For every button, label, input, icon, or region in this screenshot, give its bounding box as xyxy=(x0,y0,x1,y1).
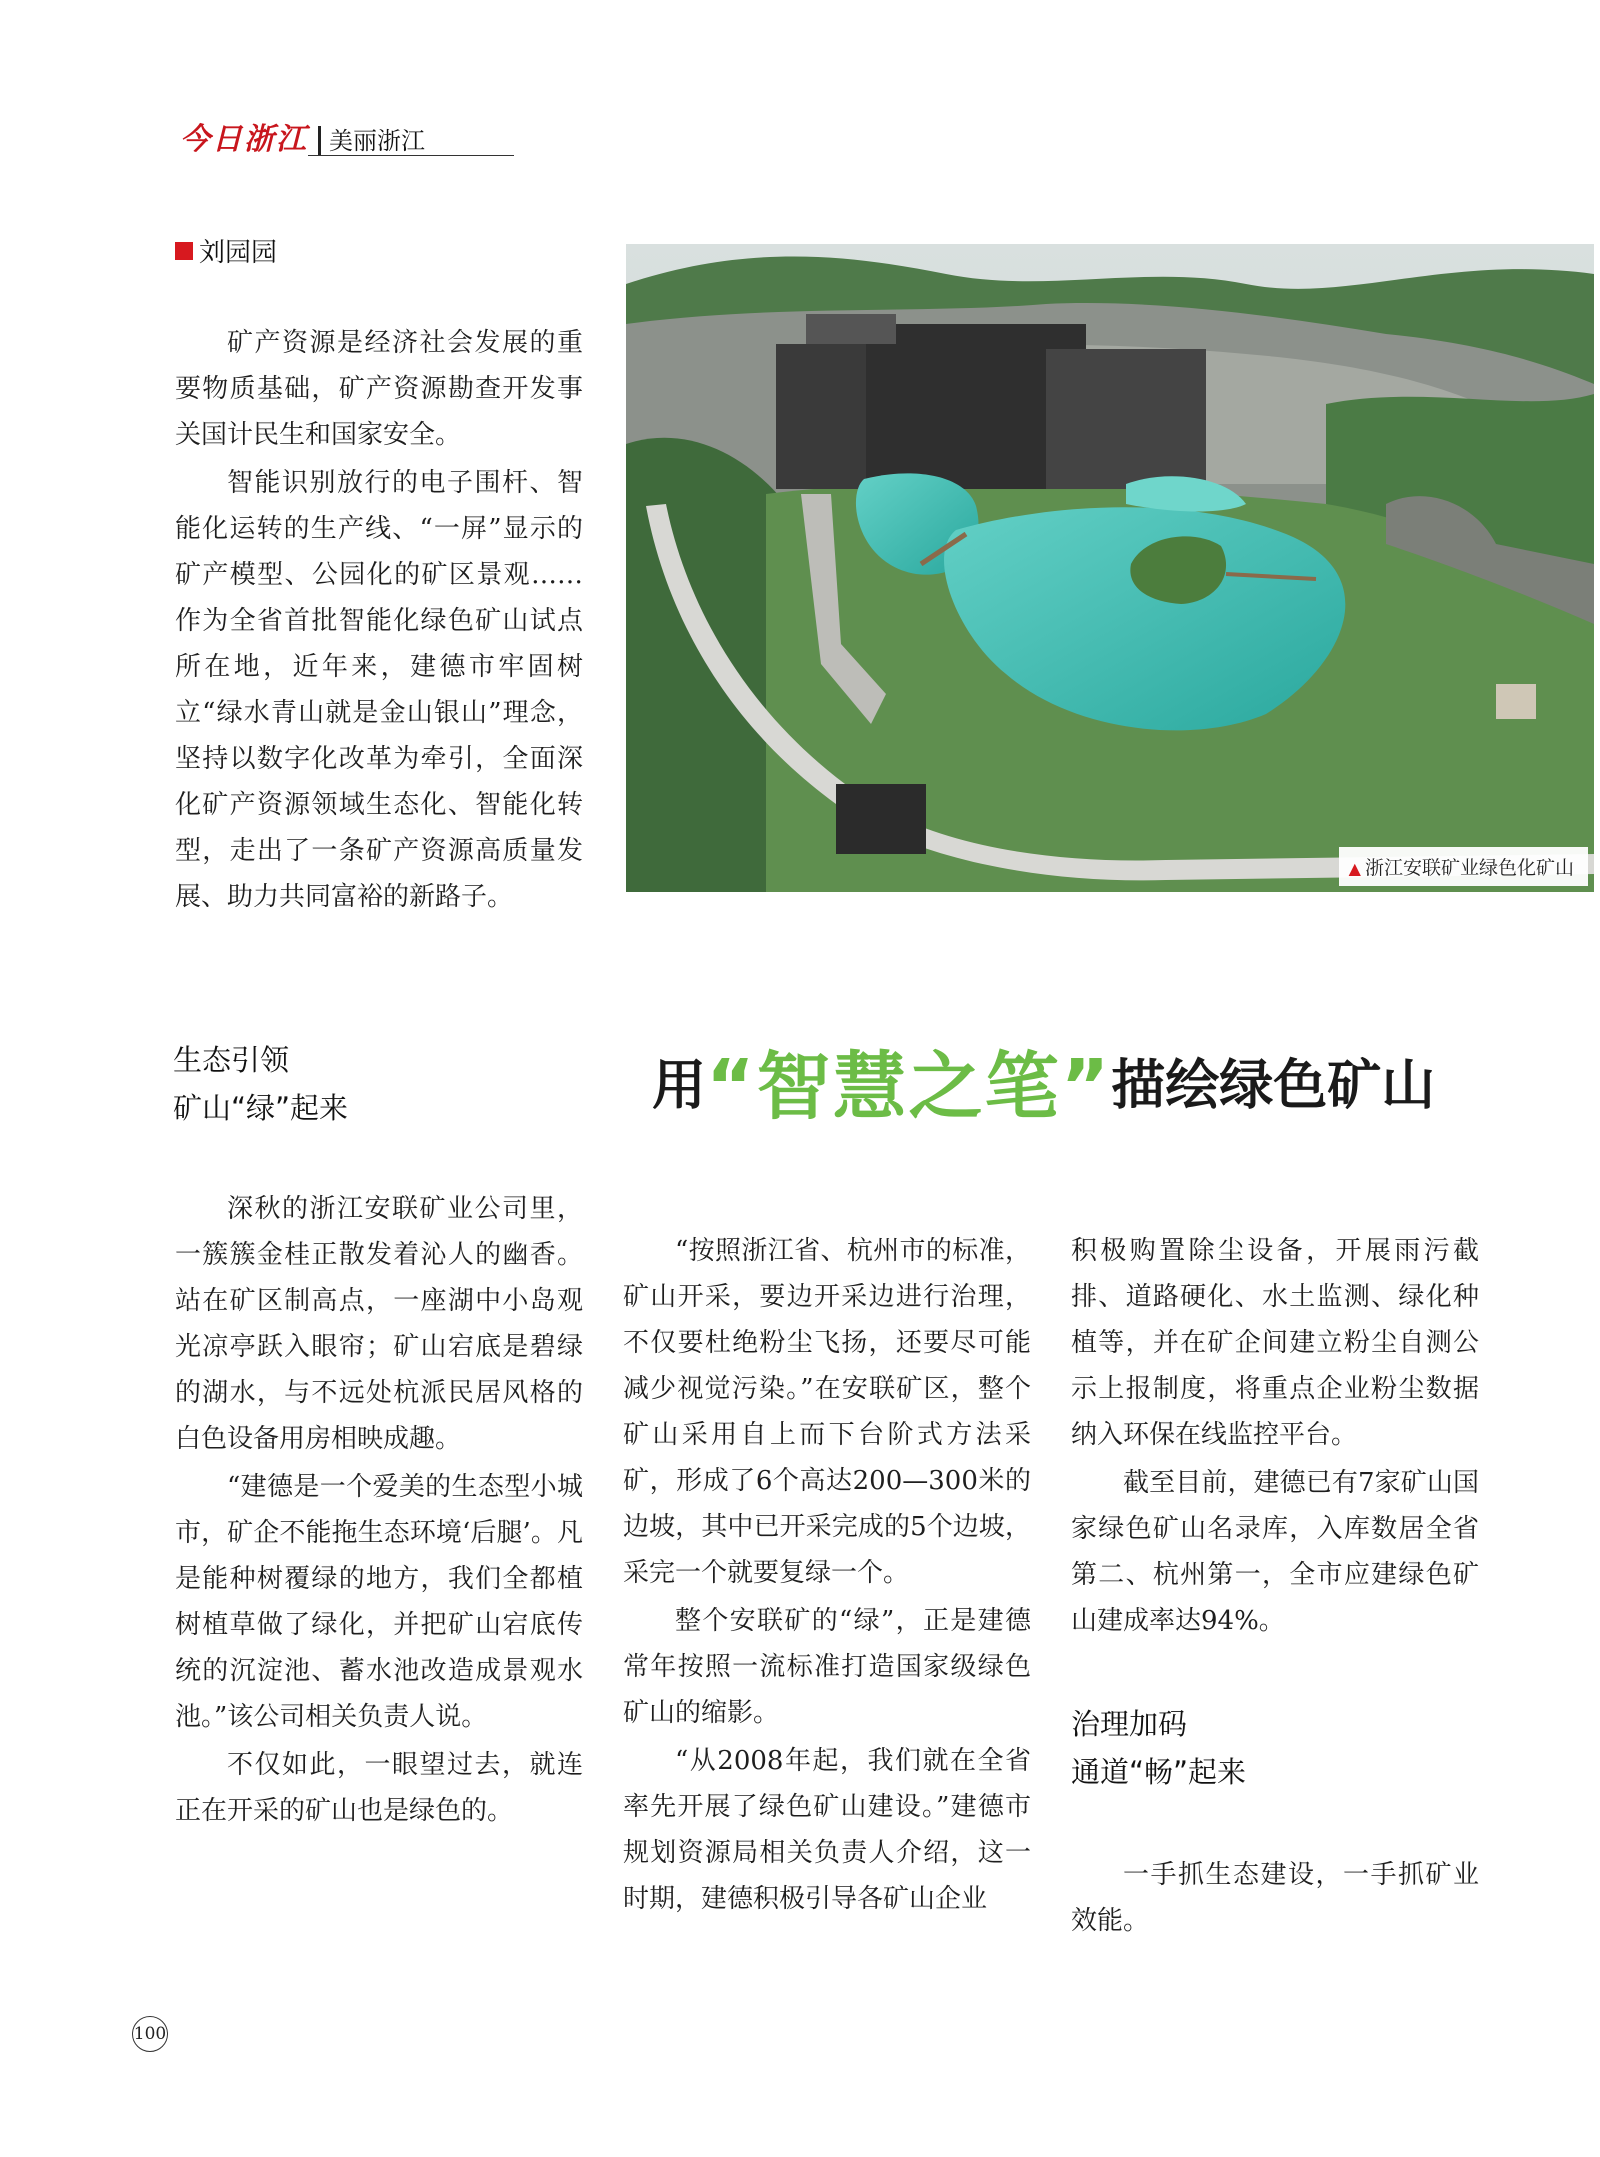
photo-caption xyxy=(1339,847,1588,886)
masthead-rule xyxy=(308,155,514,156)
author-marker-icon xyxy=(175,242,193,260)
section-heading xyxy=(173,1036,348,1132)
body-paragraph: 积极购置除尘设备，开展雨污截排、道路硬化、水土监测、绿化种植等，并在矿企间建立粉尘自测公示上报制度，将重点企业粉尘数据纳入环保在线监控平台。 xyxy=(1071,1236,1479,1450)
body-paragraph: 截至目前，建德已有7家矿山国家绿色矿山名录库，入库数居全省第二、杭州第一，全市应建绿色矿山建成率达94%。 xyxy=(1071,1468,1479,1636)
section-heading-line: 生态引领 xyxy=(173,1043,290,1077)
intro-text xyxy=(175,320,583,920)
masthead xyxy=(180,118,425,158)
body-column-3-continued xyxy=(1071,1852,1479,1944)
body-paragraph: “按照浙江省、杭州市的标准，矿山开采，要边开采边进行治理，不仅要杜绝粉尘飞扬，还要尽可能减少视觉污染。”在安联矿区，整个矿山采用自上而下台阶式方法采矿，形成了6个高达200—300米的边坡，其中已开采完成的5个边坡，采完一个就要复绿一个。 xyxy=(623,1236,1031,1588)
intro-paragraph: 矿产资源是经济社会发展的重要物质基础，矿产资源勘查开发事关国计民生和国家安全。 xyxy=(175,328,583,450)
section-heading-line: 矿山“绿”起来 xyxy=(173,1091,349,1125)
body-paragraph: 整个安联矿的“绿”，正是建德常年按照一流标准打造国家级绿色矿山的缩影。 xyxy=(623,1606,1031,1728)
headline-part-3: 描绘绿色矿山 xyxy=(1111,1052,1436,1117)
article-headline xyxy=(652,1028,1600,1134)
page-number: 100 xyxy=(132,2016,168,2052)
section-heading-line: 治理加码 xyxy=(1071,1707,1188,1741)
photo-caption-text: 浙江安联矿业绿色化矿山 xyxy=(1364,857,1574,879)
body-paragraph: 一手抓生态建设，一手抓矿业效能。 xyxy=(1071,1860,1479,1936)
body-paragraph: “从2008年起，我们就在全省率先开展了绿色矿山建设。”建德市规划资源局相关负责人介绍，这一时期，建德积极引导各矿山企业 xyxy=(623,1746,1031,1914)
intro-paragraph: 智能识别放行的电子围杆、智能化运转的生产线、“一屏”显示的矿产模型、公园化的矿区景观……作为全省首批智能化绿色矿山试点所在地，近年来，建德市牢固树立“绿水青山就是金山银山”理念，坚持以数字化改革为牵引，全面深化矿产资源领域生态化、智能化转型，走出了一条矿产资源高质量发展、助力共同富裕的新路子。 xyxy=(175,468,583,912)
body-paragraph: 深秋的浙江安联矿业公司里，一簇簇金桂正散发着沁人的幽香。站在矿区制高点，一座湖中小岛观光凉亭跃入眼帘；矿山宕底是碧绿的湖水，与不远处杭派民居风格的白色设备用房相映成趣。 xyxy=(175,1194,583,1454)
body-paragraph: “建德是一个爱美的生态型小城市，矿企不能拖生态环境‘后腿’。凡是能种树覆绿的地方，我们全都植树植草做了绿化，并把矿山宕底传统的沉淀池、蓄水池改造成景观水池。”该公司相关负责人说。 xyxy=(175,1472,583,1732)
author-name: 刘园园 xyxy=(199,238,278,268)
photo-illustration xyxy=(626,244,1594,892)
mine-aerial-photo xyxy=(626,244,1594,892)
headline-part-1: 用 xyxy=(652,1052,706,1117)
body-paragraph: 不仅如此，一眼望过去，就连正在开采的矿山也是绿色的。 xyxy=(175,1750,583,1826)
headline-highlight: “智慧之笔” xyxy=(706,1044,1112,1130)
triangle-icon: ▲ xyxy=(1348,859,1361,878)
masthead-divider xyxy=(318,126,321,156)
section-heading-line: 通道“畅”起来 xyxy=(1071,1755,1247,1789)
body-column-3 xyxy=(1071,1228,1479,1644)
body-column-2 xyxy=(623,1228,1031,1922)
section-name: 美丽浙江 xyxy=(329,127,425,155)
author-byline xyxy=(175,232,277,269)
section-heading xyxy=(1071,1700,1246,1796)
magazine-logo: 今日浙江 xyxy=(180,122,308,157)
body-column-1 xyxy=(175,1186,583,1834)
